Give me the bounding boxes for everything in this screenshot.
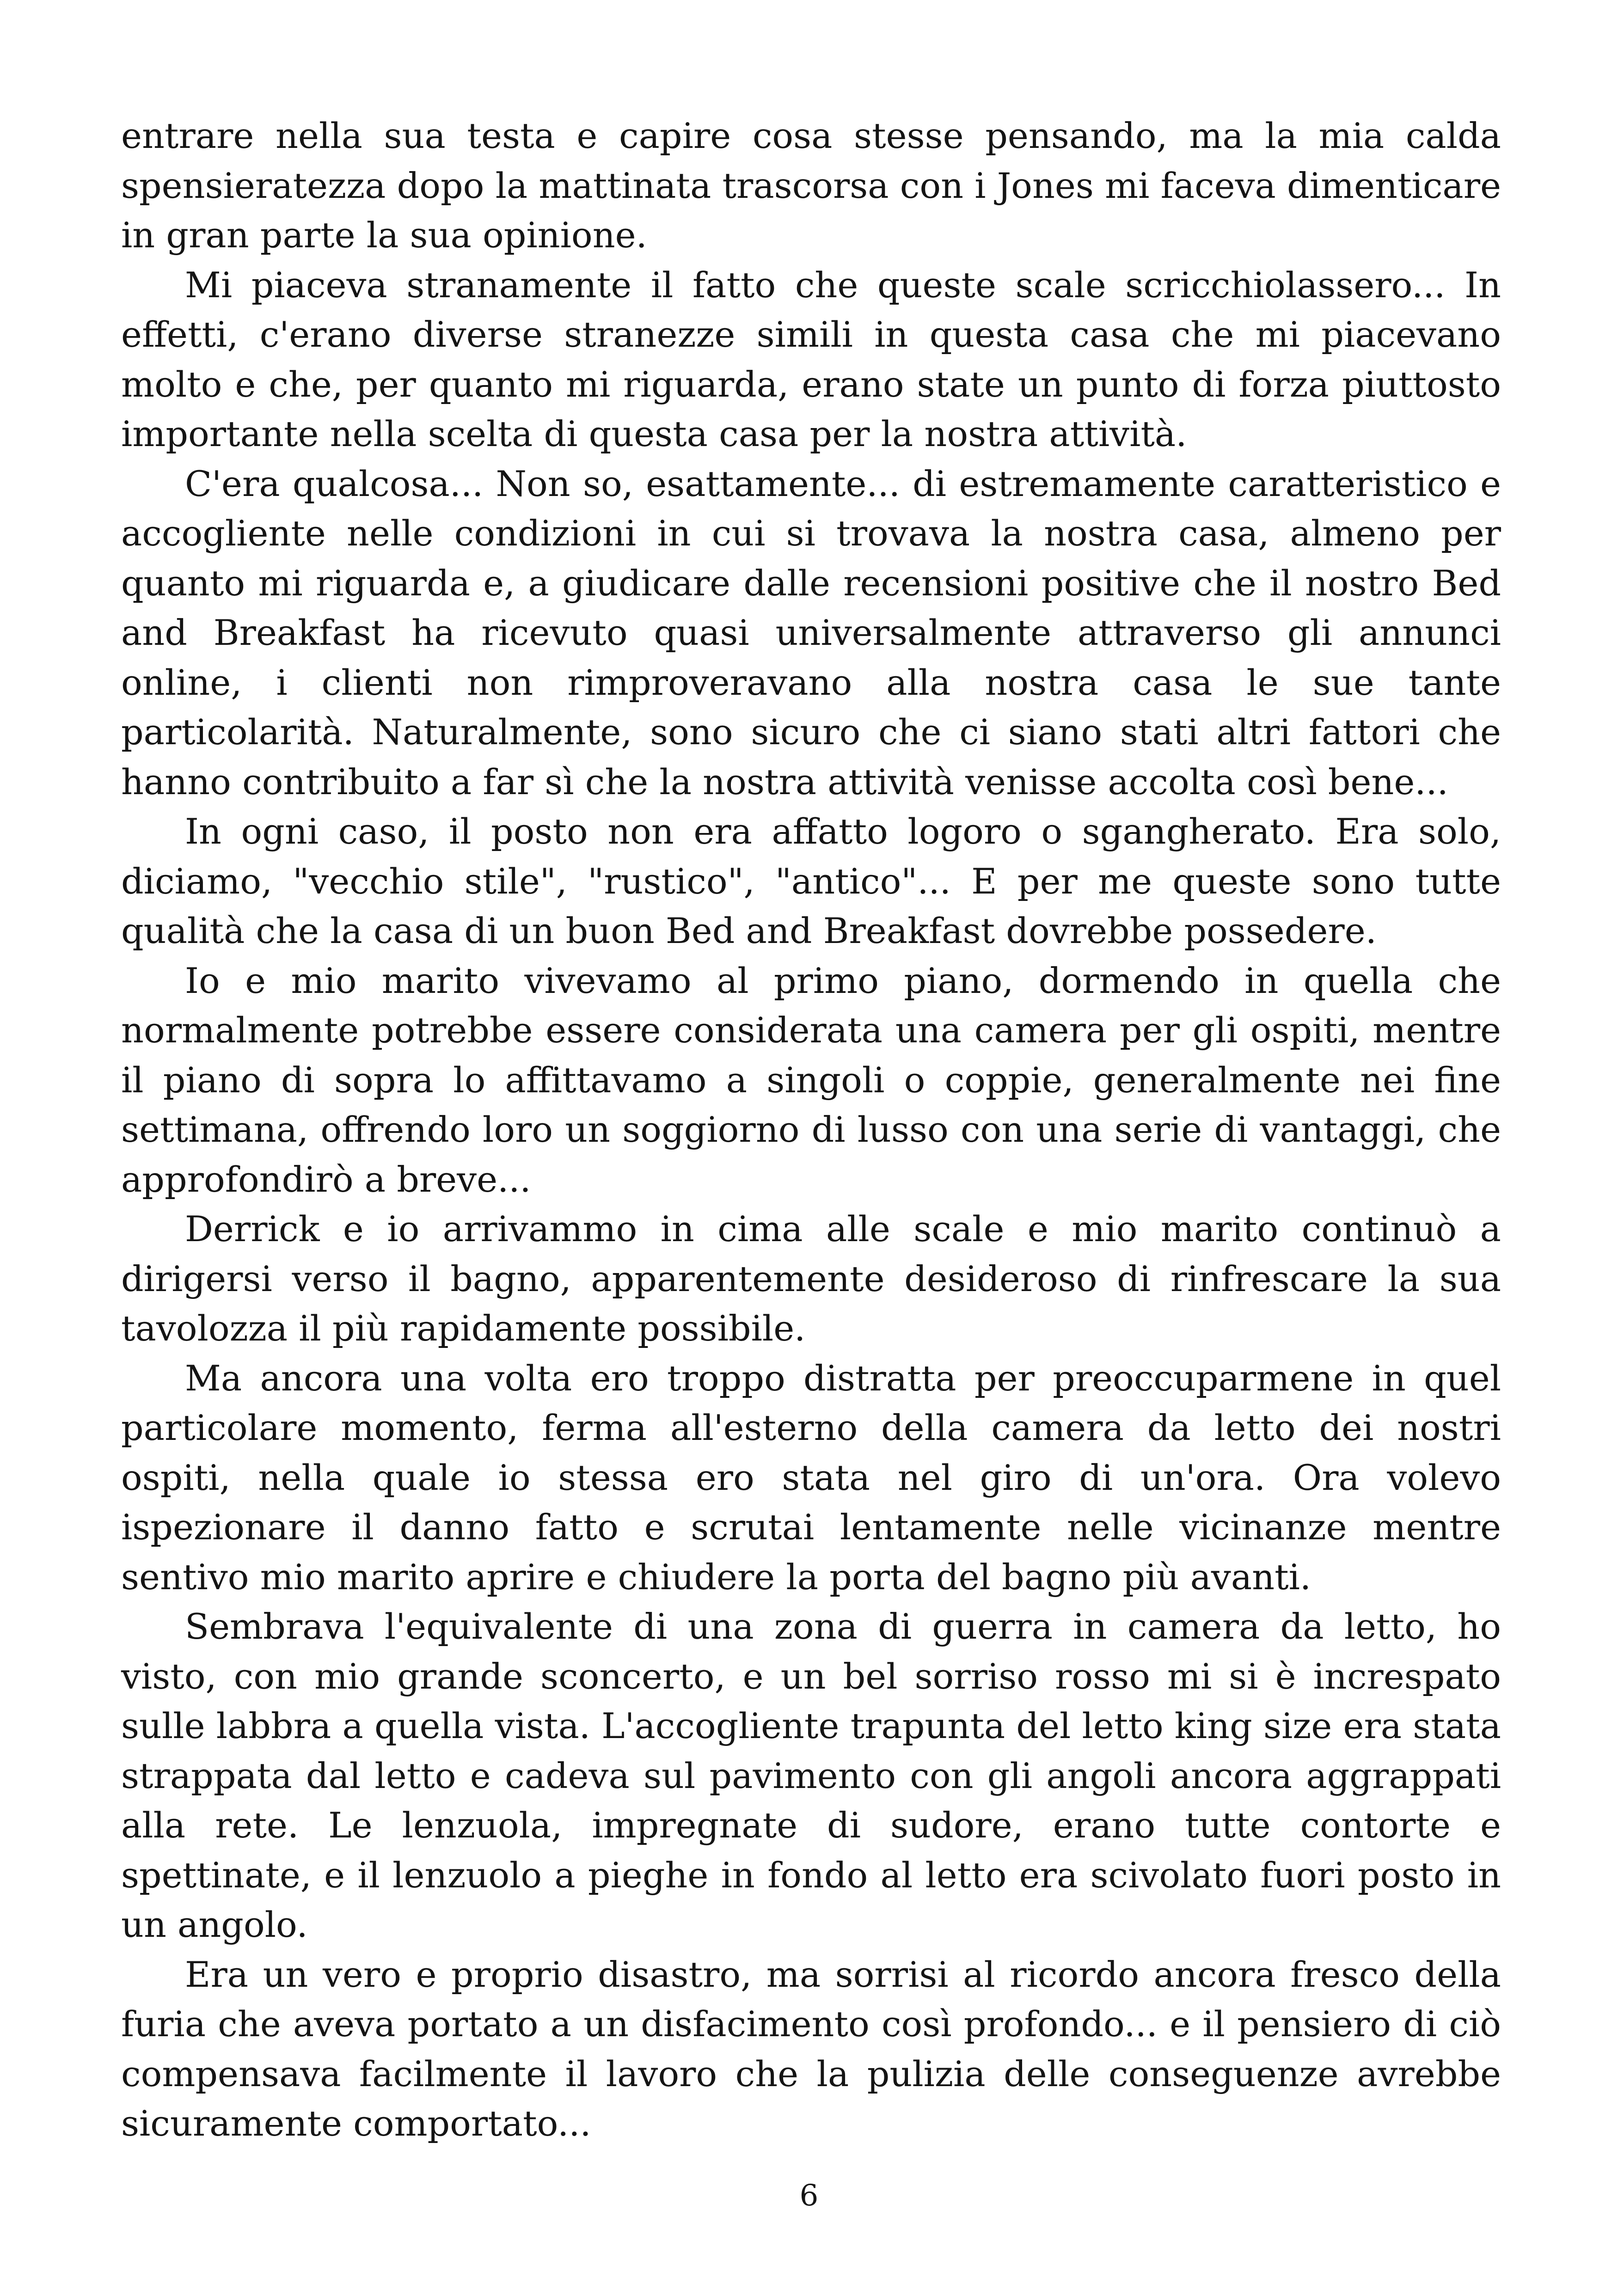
body-text — [121, 111, 1501, 2149]
paragraph-2: Mi piaceva stranamente il fatto che queste scale scricchiolassero... In effetti, c'erano diverse stranezze simili in questa casa che mi piacevano molto e che, per quanto mi riguarda, erano state un punto di forza piuttosto importante nella scelta di questa casa per la nostra attività. — [121, 264, 1501, 454]
paragraph-8: Sembrava l'equivalente di una zona di guerra in camera da letto, ho visto, con mio grande sconcerto, e un bel sorriso rosso mi si è increspato sulle labbra a quella vista. L'accogliente trapunta del letto king size era stata strappata dal letto e cadeva sul pavimento con gli angoli ancora aggrappati alla rete. Le lenzuola, impregnate di sudore, erano tutte contorte e spettinate, e il lenzuolo a pieghe in fondo al letto era scivolato fuori posto in un angolo. — [121, 1606, 1501, 1945]
paragraph-7: Ma ancora una volta ero troppo distratta per preoccuparmene in quel particolare momento, ferma all'esterno della camera da letto dei nostri ospiti, nella quale io stessa ero stata nel giro di un'ora. Ora volevo ispezionare il danno fatto e scrutai lentamente nelle vicinanze mentre sentivo mio marito aprire e chiudere la porta del bagno più avanti. — [121, 1357, 1501, 1598]
paragraph-4: In ogni caso, il posto non era affatto logoro o sgangherato. Era solo, diciamo, "vecchio stile", "rustico", "antico"... E per me queste sono tutte qualità che la casa di un buon Bed and Breakfast dovrebbe possedere. — [121, 811, 1501, 951]
paragraph-6: Derrick e io arrivammo in cima alle scale e mio marito continuò a dirigersi verso il bagno, apparentemente desideroso di rinfrescare la sua tavolozza il più rapidamente possibile. — [121, 1208, 1501, 1349]
paragraph-9: Era un vero e proprio disastro, ma sorrisi al ricordo ancora fresco della furia che aveva portato a un disfacimento così profondo... e il pensiero di ciò compensava facilmente il lavoro che la pulizia delle conseguenze avrebbe sicuramente comportato... — [121, 1953, 1501, 2144]
paragraph-1: entrare nella sua testa e capire cosa stesse pensando, ma la mia calda spensieratezza dopo la mattinata trascorsa con i Jones mi faceva dimenticare in gran parte la sua opinione. — [121, 115, 1501, 256]
paragraph-5: Io e mio marito vivevamo al primo piano, dormendo in quella che normalmente potrebbe essere considerata una camera per gli ospiti, mentre il piano di sopra lo affittavamo a singoli o coppie, generalmente nei fine settimana, offrendo loro un soggiorno di lusso con una serie di vantaggi, che approfondirò a breve... — [121, 960, 1501, 1200]
paragraph-3: C'era qualcosa... Non so, esattamente... di estremamente caratteristico e accogliente nelle condizioni in cui si trovava la nostra casa, almeno per quanto mi riguarda e, a giudicare dalle recensioni positive che il nostro Bed and Breakfast ha ricevuto quasi universalmente attraverso gli annunci online, i clienti non rimproveravano alla nostra casa le sue tante particolarità. Naturalmente, sono sicuro che ci siano stati altri fattori che hanno contribuito a far sì che la nostra attività venisse accolta così bene... — [121, 463, 1501, 802]
page-number: 6 — [799, 2179, 819, 2213]
